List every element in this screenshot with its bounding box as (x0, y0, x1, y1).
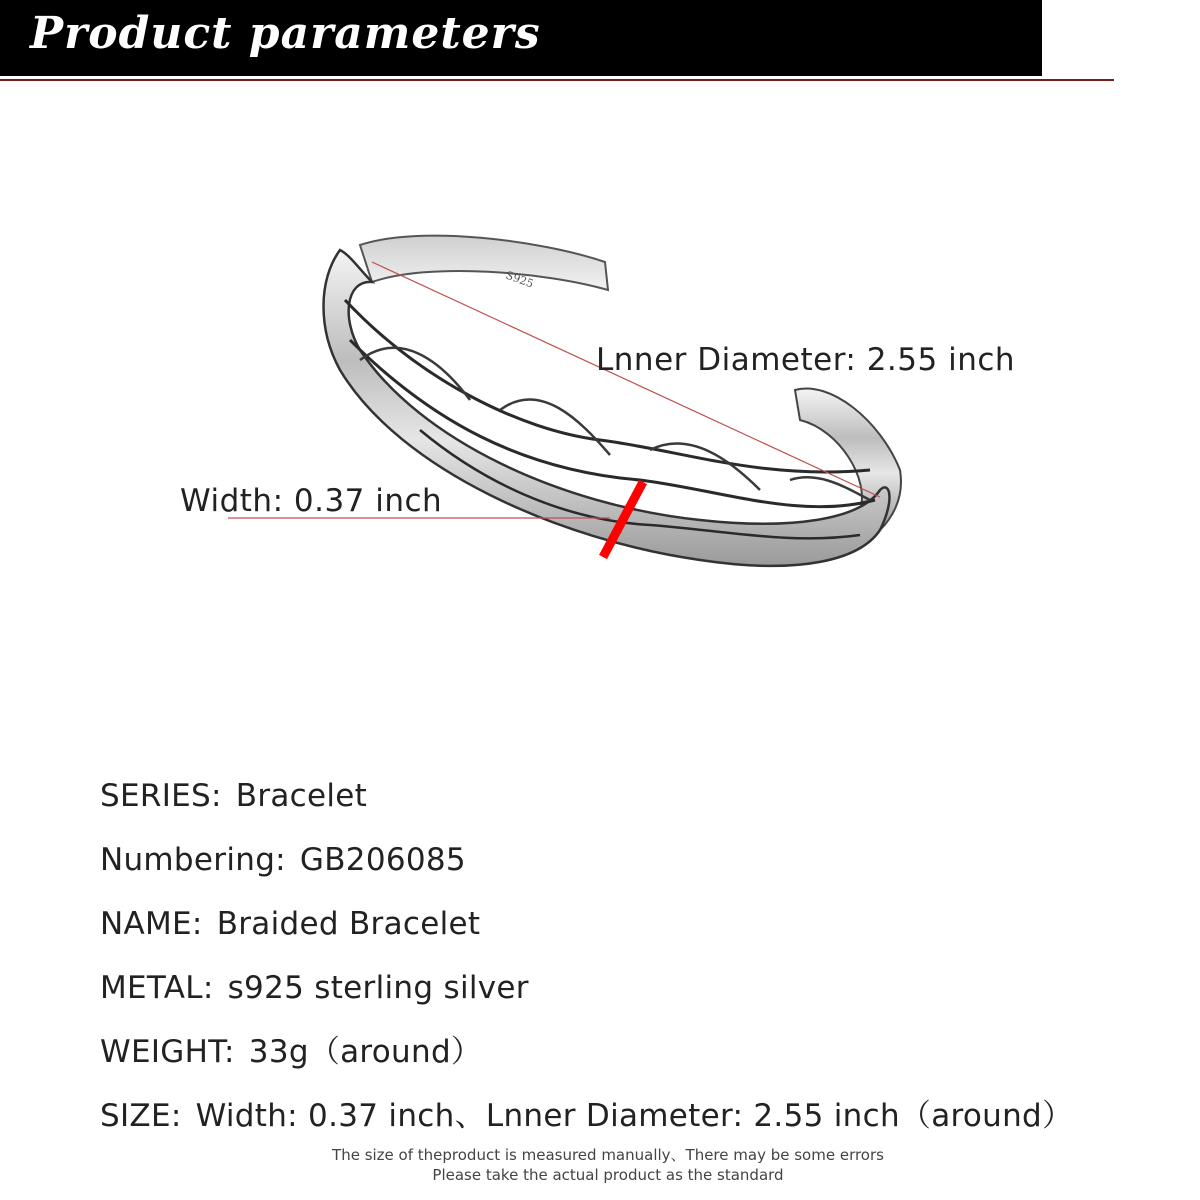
spec-label: NAME: (100, 906, 203, 942)
spec-row-weight (100, 1032, 1073, 1096)
spec-row-series (100, 776, 1073, 840)
spec-value: GB206085 (299, 842, 466, 878)
measurement-disclaimer: The size of theproduct is measured manually、There may be some errors (332, 1146, 884, 1164)
spec-label: Numbering: (100, 842, 286, 878)
header-divider (0, 79, 1114, 81)
page-title: Product parameters (30, 8, 541, 59)
spec-row-metal (100, 968, 1073, 1032)
header-bar (0, 0, 1042, 76)
bracelet-inner-band (360, 236, 608, 290)
spec-label: METAL: (100, 970, 214, 1006)
spec-row-numbering (100, 840, 1073, 904)
spec-row-name (100, 904, 1073, 968)
spec-value: Bracelet (235, 778, 368, 814)
spec-value: Width: 0.37 inch、Lnner Diameter: 2.55 inch（around） (195, 1098, 1074, 1134)
spec-label: SIZE: (100, 1098, 182, 1134)
actual-product-note: Please take the actual product as the standard (432, 1166, 784, 1184)
spec-label: SERIES: (100, 778, 222, 814)
spec-label: WEIGHT: (100, 1034, 235, 1070)
bracelet-image (0, 220, 1200, 600)
spec-value: 33g（around） (248, 1034, 483, 1070)
spec-value: Braided Bracelet (216, 906, 481, 942)
width-callout: Width: 0.37 inch (180, 483, 443, 519)
spec-list (100, 776, 1073, 1160)
inner-diameter-callout: Lnner Diameter: 2.55 inch (596, 342, 1016, 378)
spec-value: s925 sterling silver (227, 970, 529, 1006)
s925-stamp: S925 (503, 268, 536, 291)
